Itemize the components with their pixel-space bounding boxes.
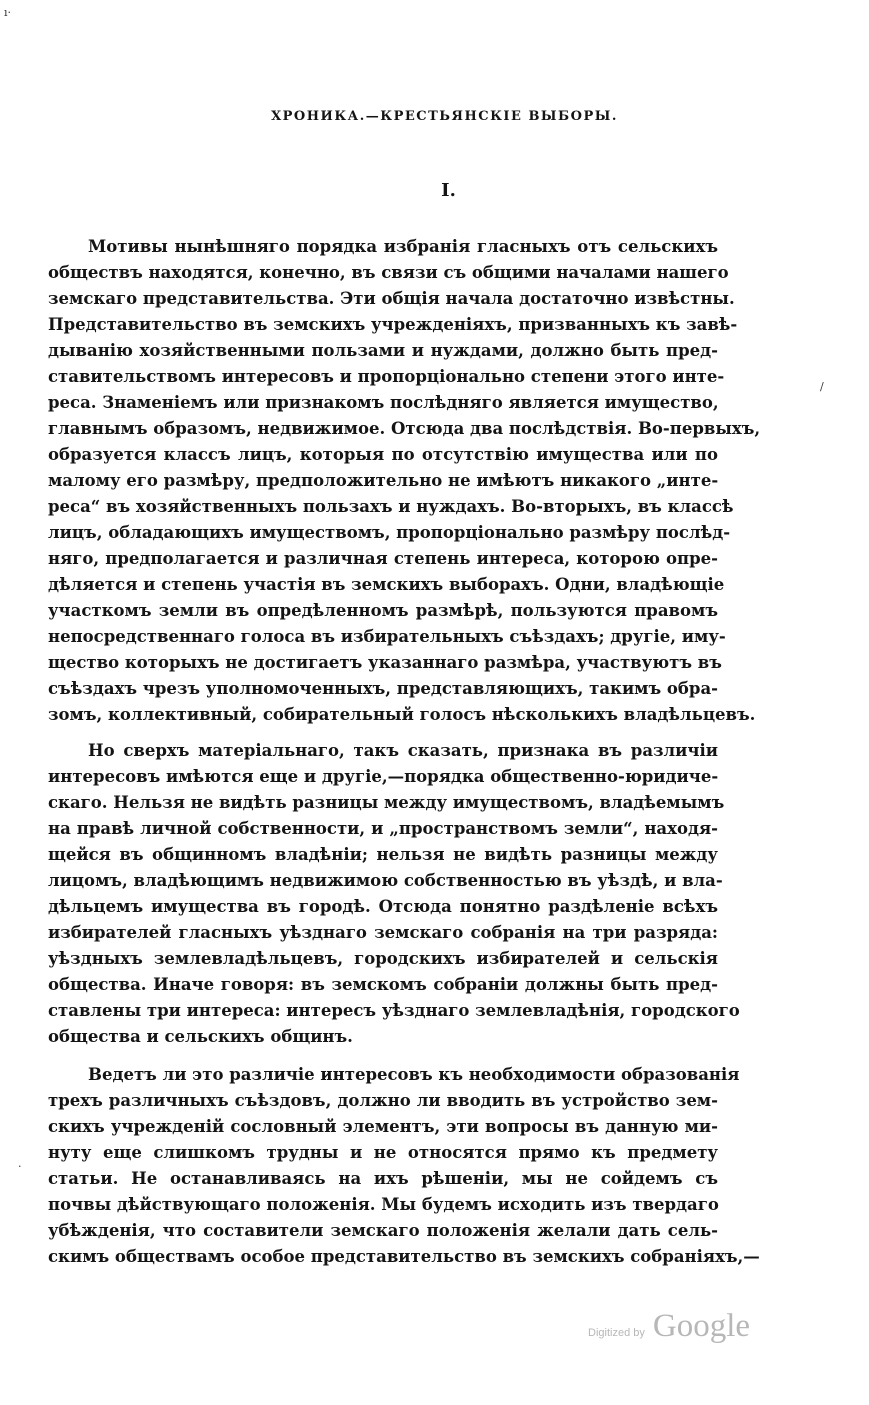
text-line: лицъ, обладающихъ имуществомъ, пропорціонально размѣру послѣд- <box>48 523 731 542</box>
text-line: скимъ обществамъ особое представительство въ земскихъ собраніяхъ,— <box>48 1247 760 1266</box>
running-header: ХРОНИКА.—КРЕСТЬЯНСКIЕ ВЫБОРЫ. <box>271 109 618 124</box>
text-line: Ведетъ ли это различіе интересовъ къ необходимости образованія <box>88 1065 740 1084</box>
section-number: I. <box>441 180 456 201</box>
text-line: нуту еще слишкомъ трудны и не относятся прямо къ предмету <box>48 1143 718 1162</box>
text-line: земскаго представительства. Эти общія начала достаточно извѣстны. <box>48 289 735 308</box>
text-line: лицомъ, владѣющимъ недвижимою собственностью въ уѣздѣ, и вла- <box>48 871 723 890</box>
text-line: скаго. Нельзя не видѣть разницы между имуществомъ, владѣемымъ <box>48 793 725 812</box>
margin-mark-right: / <box>820 380 824 393</box>
text-line: обществъ находятся, конечно, въ связи съ общими началами нашего <box>48 263 729 282</box>
text-line: малому его размѣру, предположительно не имѣютъ никакого „инте- <box>48 471 719 490</box>
text-line: реса“ въ хозяйственныхъ пользахъ и нуждахъ. Во-вторыхъ, въ классѣ <box>48 497 734 516</box>
text-line: общества. Иначе говоря: въ земскомъ собраніи должны быть пред- <box>48 975 718 994</box>
text-line: главнымъ образомъ, недвижимое. Отсюда два послѣдствія. Во-первыхъ, <box>48 419 761 438</box>
text-line: дѣляется и степень участія въ земскихъ выборахъ. Одни, владѣющіе <box>48 575 725 594</box>
text-line: няго, предполагается и различная степень интереса, которою опре- <box>48 549 718 568</box>
watermark-brand: Google <box>652 1308 751 1344</box>
text-line: уѣздныхъ землевладѣльцевъ, городскихъ избирателей и сельскія <box>48 949 718 968</box>
text-line: непосредственнаго голоса въ избирательныхъ съѣздахъ; другіе, иму- <box>48 627 726 646</box>
text-line: избирателей гласныхъ уѣзднаго земскаго собранія на три разряда: <box>48 923 718 942</box>
text-line: щество которыхъ не достигаетъ указаннаго размѣра, участвуютъ въ <box>48 653 722 672</box>
text-line: дыванію хозяйственными пользами и нуждами, должно быть пред- <box>48 341 718 360</box>
watermark-prefix: Digitized by <box>588 1327 645 1339</box>
text-line: интересовъ имѣются еще и другіе,—порядка общественно-юридиче- <box>48 767 719 786</box>
text-line: зомъ, коллективный, собирательный голосъ нѣсколькихъ владѣльцевъ. <box>48 705 756 724</box>
text-line: съѣздахъ чрезъ уполномоченныхъ, представляющихъ, такимъ обра- <box>48 679 718 698</box>
digitized-watermark <box>588 1308 750 1345</box>
text-line: на правѣ личной собственности, и „пространствомъ земли“, находя- <box>48 819 718 838</box>
text-line: Мотивы нынѣшняго порядка избранія гласныхъ отъ сельскихъ <box>88 237 718 256</box>
text-line: убѣжденія, что составители земскаго положенія желали дать сель- <box>48 1221 718 1240</box>
text-line: образуется классъ лицъ, которыя по отсутствію имущества или по <box>48 445 718 464</box>
margin-mark-top-left: ı· <box>4 6 12 19</box>
text-line: Представительство въ земскихъ учрежденіяхъ, призванныхъ къ завѣ- <box>48 315 738 334</box>
text-line: почвы дѣйствующаго положенія. Мы будемъ исходить изъ твердаго <box>48 1195 719 1214</box>
text-line: реса. Знаменіемъ или признакомъ послѣдняго является имущество, <box>48 393 719 412</box>
text-line: трехъ различныхъ съѣздовъ, должно ли вводить въ устройство зем- <box>48 1091 718 1110</box>
text-line: общества и сельскихъ общинъ. <box>48 1027 353 1046</box>
text-line: ставительствомъ интересовъ и пропорціонально степени этого инте- <box>48 367 725 386</box>
text-line: щейся въ общинномъ владѣніи; нельзя не видѣть разницы между <box>48 845 718 864</box>
text-line: дѣльцемъ имущества въ городѣ. Отсюда понятно раздѣленіе всѣхъ <box>48 897 718 916</box>
text-line: Но сверхъ матеріальнаго, такъ сказать, признака въ различіи <box>88 741 718 760</box>
margin-mark-left: · <box>18 1160 22 1173</box>
text-line: статьи. Не останавливаясь на ихъ рѣшеніи, мы не сойдемъ съ <box>48 1169 718 1188</box>
text-line: участкомъ земли въ опредѣленномъ размѣрѣ, пользуются правомъ <box>48 601 718 620</box>
text-line: ставлены три интереса: интересъ уѣзднаго землевладѣнія, городского <box>48 1001 740 1020</box>
text-line: скихъ учрежденій сословный элементъ, эти вопросы въ данную ми- <box>48 1117 718 1136</box>
